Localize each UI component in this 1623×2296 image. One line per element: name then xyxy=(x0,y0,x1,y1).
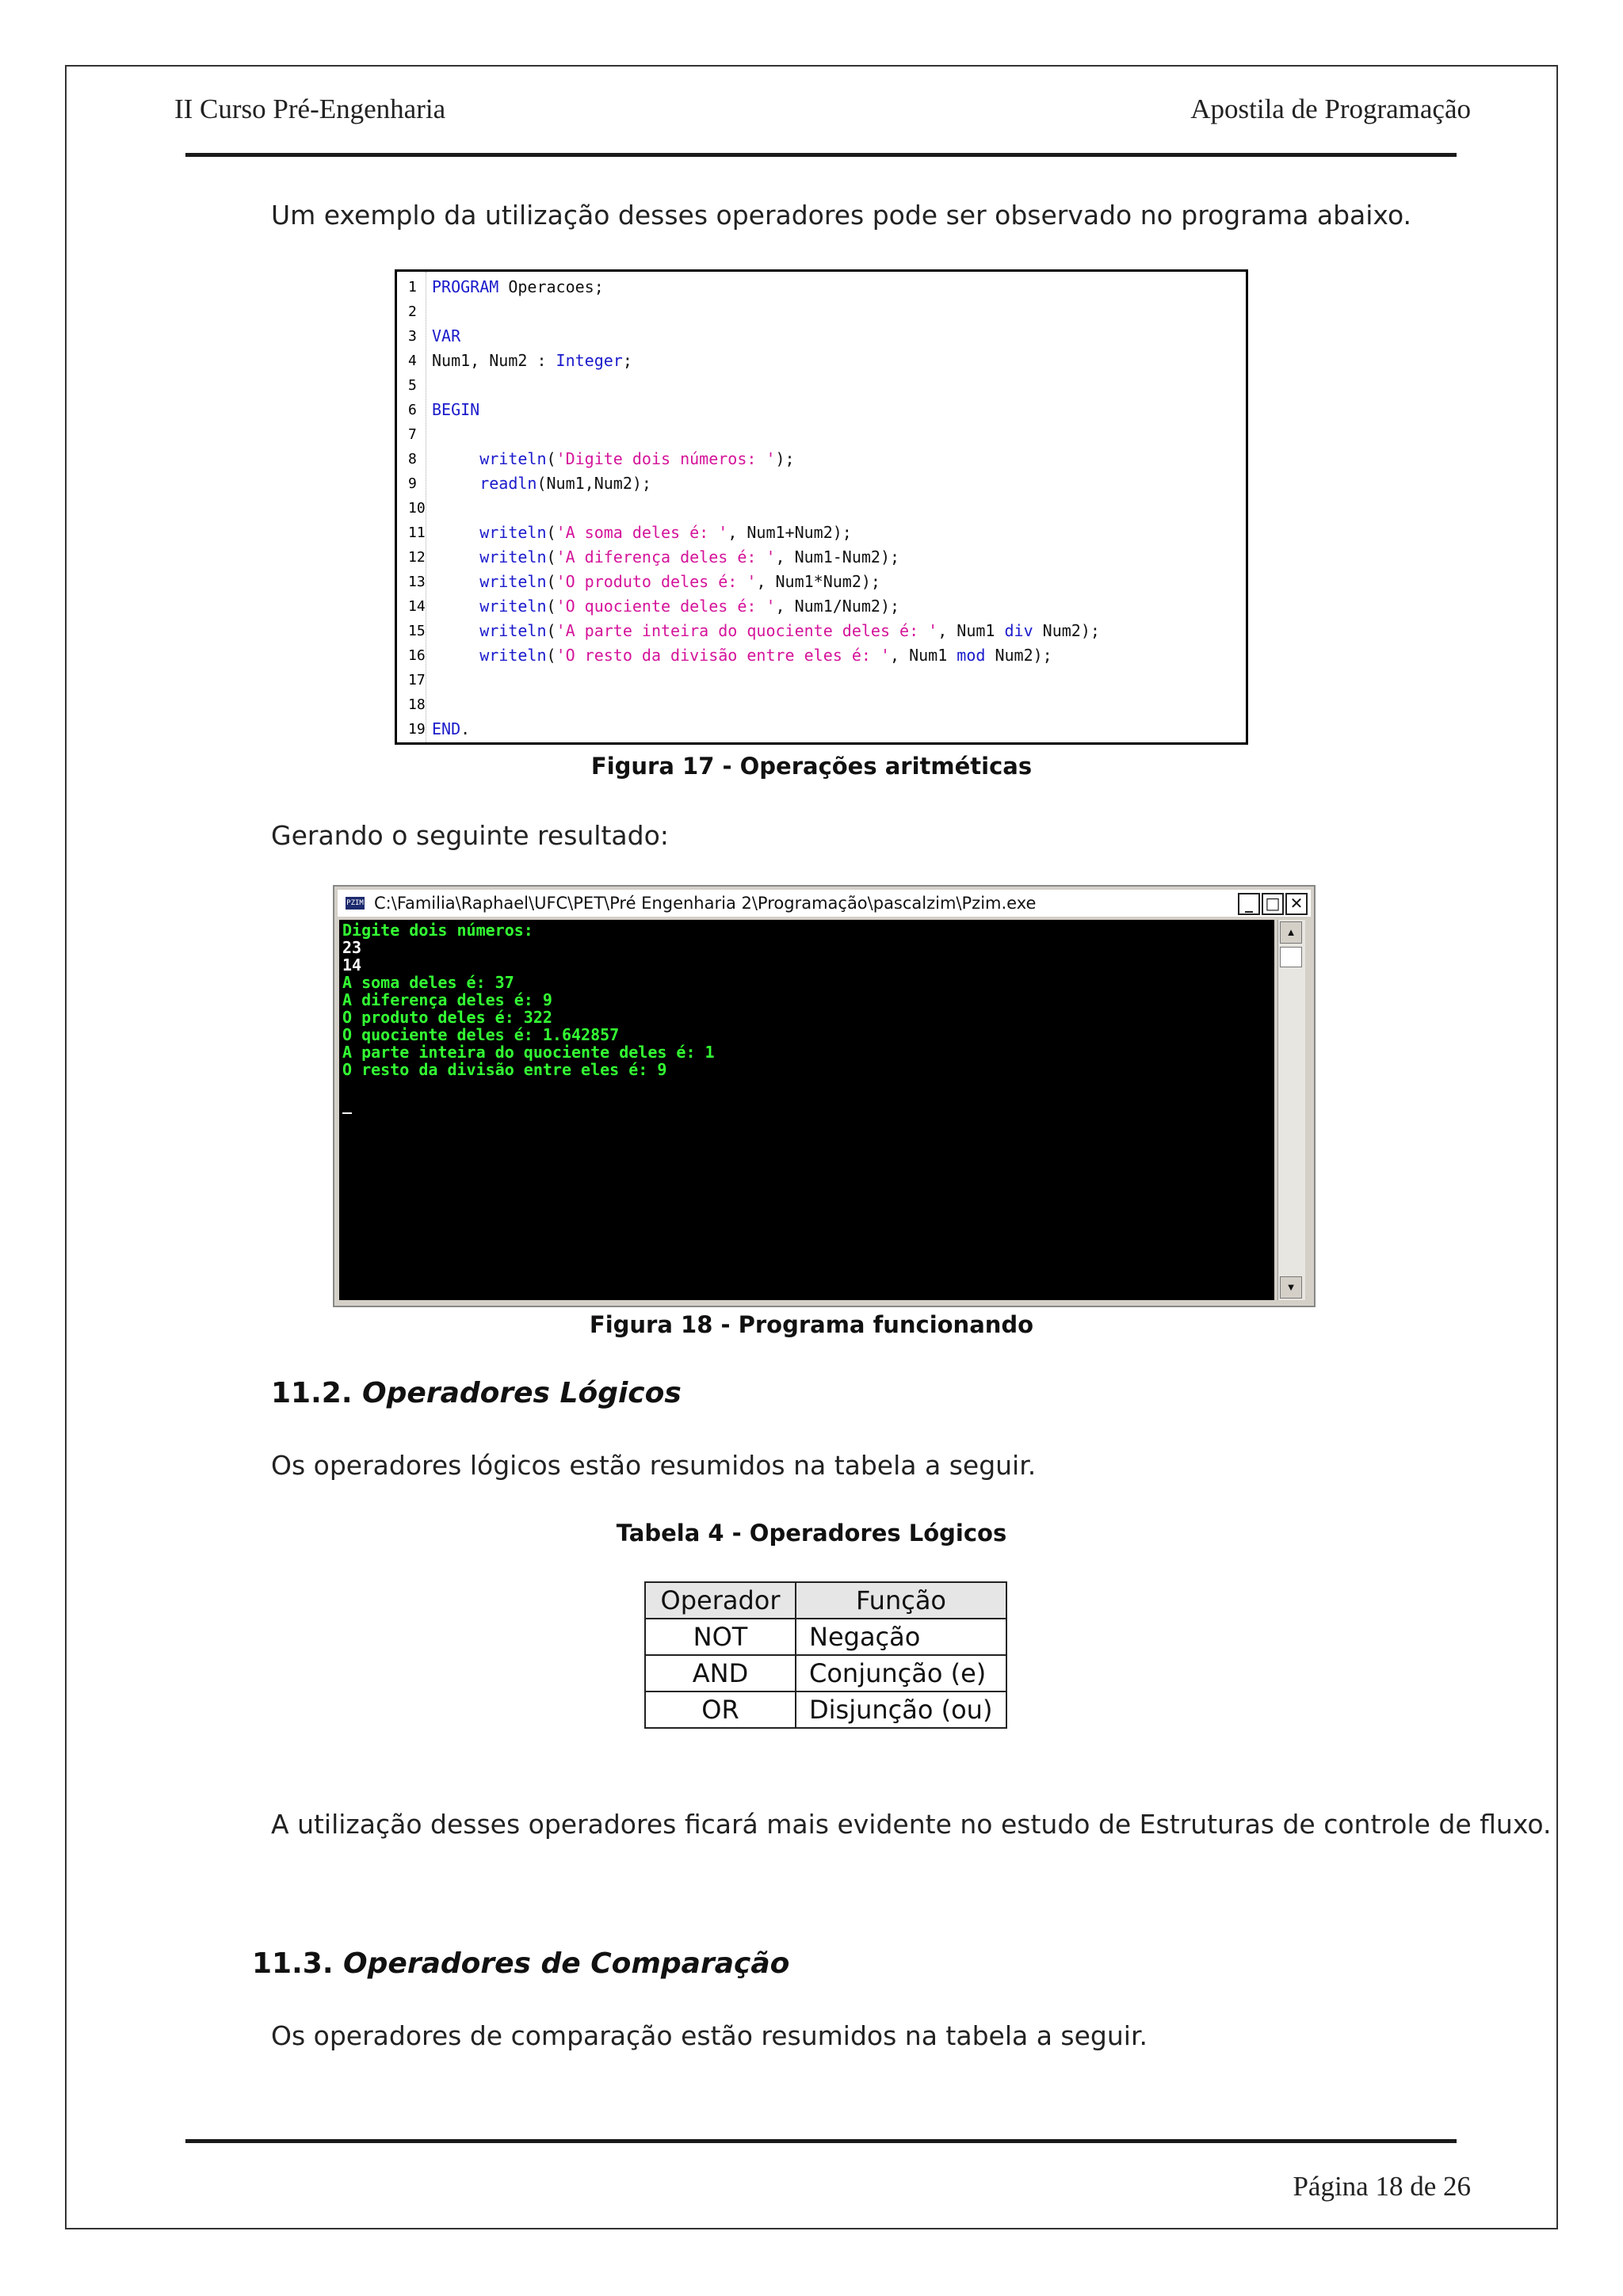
table-cell: Negação xyxy=(796,1619,1006,1655)
console-line: A parte inteira do quociente deles é: 1 xyxy=(342,1043,715,1062)
code-token: Operacoes; xyxy=(508,277,604,296)
table-4-caption: Tabela 4 - Operadores Lógicos xyxy=(616,1520,1007,1547)
code-token: 'O resto da divisão entre eles é: ' xyxy=(556,646,890,665)
code-text xyxy=(432,324,460,349)
console-line: O resto da divisão entre eles é: 9 xyxy=(342,1060,667,1079)
code-token: 'A soma deles é: ' xyxy=(556,523,728,542)
line-number: 4 xyxy=(408,353,417,369)
code-token: PROGRAM xyxy=(432,277,509,296)
table-row xyxy=(645,1655,1006,1691)
scroll-up-icon[interactable]: ▲ xyxy=(1280,921,1302,944)
code-text xyxy=(432,447,795,471)
code-token xyxy=(432,646,479,665)
minimize-button[interactable]: _ xyxy=(1238,893,1260,915)
code-token: writeln xyxy=(479,547,547,566)
code-token xyxy=(432,547,479,566)
code-token: . xyxy=(460,719,471,738)
line-number: 7 xyxy=(408,426,417,443)
scroll-down-icon[interactable]: ▼ xyxy=(1280,1276,1302,1299)
line-number: 1 xyxy=(408,279,417,296)
line-number: 11 xyxy=(408,524,426,541)
code-token: ( xyxy=(546,572,556,591)
console-output[interactable] xyxy=(339,920,1274,1300)
window-title: C:\Familia\Raphael\UFC\PET\Pré Engenharia 2\Programação\pascalzim\Pzim.exe xyxy=(374,894,1037,913)
close-button[interactable]: ✕ xyxy=(1285,893,1308,915)
code-token: , Num1 xyxy=(890,646,957,665)
code-token: ); xyxy=(775,449,795,468)
code-token: writeln xyxy=(479,597,547,616)
line-number: 19 xyxy=(408,721,426,738)
table-cell: Conjunção (e) xyxy=(796,1655,1006,1691)
code-token: writeln xyxy=(479,646,547,665)
code-token: writeln xyxy=(479,572,547,591)
console-line: A soma deles é: 37 xyxy=(342,973,514,992)
table-row xyxy=(645,1619,1006,1655)
code-token: ( xyxy=(546,646,556,665)
code-text xyxy=(432,619,1100,643)
scrollbar[interactable] xyxy=(1277,920,1305,1300)
code-token: mod xyxy=(957,646,986,665)
comparison-paragraph: Os operadores de comparação estão resumidos na tabela a seguir. xyxy=(271,2020,1148,2051)
code-token xyxy=(432,572,479,591)
line-number: 15 xyxy=(408,623,426,639)
code-figure xyxy=(395,269,1248,745)
table-header-cell: Operador xyxy=(645,1582,796,1619)
section-11-2-heading xyxy=(271,1377,682,1409)
table-row xyxy=(645,1691,1006,1728)
line-number: 3 xyxy=(408,328,417,345)
table-cell: NOT xyxy=(645,1619,796,1655)
line-number: 13 xyxy=(408,574,426,590)
code-text xyxy=(432,521,852,545)
code-token xyxy=(432,621,479,640)
code-token: ( xyxy=(546,523,556,542)
result-paragraph: Gerando o seguinte resultado: xyxy=(271,820,669,851)
table-cell: Disjunção (ou) xyxy=(796,1691,1006,1728)
code-token: BEGIN xyxy=(432,400,480,419)
code-token: ( xyxy=(546,547,556,566)
code-token: , Num1/Num2); xyxy=(775,597,900,616)
console-line: A diferença deles é: 9 xyxy=(342,990,552,1009)
code-token: VAR xyxy=(432,326,461,345)
code-text xyxy=(432,545,899,570)
code-text xyxy=(432,570,880,594)
table-header-row xyxy=(645,1582,1006,1619)
code-token: , Num1+Num2); xyxy=(727,523,852,542)
code-token: writeln xyxy=(479,449,547,468)
code-token: 'A diferença deles é: ' xyxy=(556,547,776,566)
code-text xyxy=(432,643,1052,668)
code-token: Num2); xyxy=(1033,621,1100,640)
code-token: 'O produto deles é: ' xyxy=(556,572,757,591)
table-cell: OR xyxy=(645,1691,796,1728)
page-number: Página 18 de 26 xyxy=(1293,2171,1471,2202)
console-line: 14 xyxy=(342,955,362,974)
header-left: II Curso Pré-Engenharia xyxy=(174,93,446,124)
code-token: 'A parte inteira do quociente deles é: ' xyxy=(556,621,938,640)
logic-paragraph: Os operadores lógicos estão resumidos na tabela a seguir. xyxy=(271,1450,1037,1481)
figure-18-caption: Figura 18 - Programa funcionando xyxy=(589,1311,1034,1338)
intro-paragraph: Um exemplo da utilização desses operadores pode ser observado no programa abaixo. xyxy=(271,200,1412,231)
console-line: 23 xyxy=(342,938,362,957)
table-cell: AND xyxy=(645,1655,796,1691)
code-token: ; xyxy=(622,351,632,370)
console-line: _ xyxy=(342,1095,353,1114)
section-title: Operadores Lógicos xyxy=(362,1377,682,1409)
section-number: 11.2. xyxy=(271,1377,353,1409)
code-token: Integer xyxy=(556,351,623,370)
code-token xyxy=(432,449,479,468)
code-token xyxy=(432,597,479,616)
code-token: Num1, Num2 : xyxy=(432,351,556,370)
figure-17-caption: Figura 17 - Operações aritméticas xyxy=(590,753,1033,780)
code-token: ( xyxy=(546,621,556,640)
console-line: O quociente deles é: 1.642857 xyxy=(342,1025,620,1044)
scroll-thumb[interactable] xyxy=(1280,947,1302,967)
code-token xyxy=(432,474,479,493)
maximize-button[interactable]: □ xyxy=(1262,893,1284,915)
code-text xyxy=(432,717,470,742)
code-token: readln xyxy=(479,474,537,493)
code-token xyxy=(432,523,479,542)
logic-operators-table xyxy=(644,1581,1007,1729)
code-token: writeln xyxy=(479,523,547,542)
code-token: 'O quociente deles é: ' xyxy=(556,597,776,616)
line-number: 6 xyxy=(408,402,417,418)
code-token: , Num1*Num2); xyxy=(756,572,880,591)
code-text xyxy=(432,471,651,496)
line-number: 16 xyxy=(408,647,426,664)
code-token: ( xyxy=(546,597,556,616)
line-number: 18 xyxy=(408,696,426,713)
code-text xyxy=(432,398,479,422)
code-token: END xyxy=(432,719,461,738)
code-token: Num2); xyxy=(985,646,1052,665)
header-right: Apostila de Programação xyxy=(1190,93,1471,124)
console-window xyxy=(333,885,1316,1307)
code-text xyxy=(432,349,632,373)
line-number: 8 xyxy=(408,451,417,467)
console-line: Digite dois números: xyxy=(342,921,533,940)
line-number: 17 xyxy=(408,672,426,688)
code-token: , Num1 xyxy=(938,621,1005,640)
line-number: 10 xyxy=(408,500,426,517)
code-token: div xyxy=(1004,621,1033,640)
code-token: 'Digite dois números: ' xyxy=(556,449,776,468)
line-number: 12 xyxy=(408,549,426,566)
code-text xyxy=(432,275,604,299)
code-token: , Num1-Num2); xyxy=(775,547,900,566)
section-11-3-heading xyxy=(252,1947,789,1980)
section-number: 11.3. xyxy=(252,1947,334,1980)
section-title: Operadores de Comparação xyxy=(343,1947,790,1980)
footer-rule xyxy=(185,2139,1457,2143)
table-header-cell: Função xyxy=(796,1582,1006,1619)
logic-after-paragraph: A utilização desses operadores ficará mais evidente no estudo de Estruturas de controle de fluxo. xyxy=(271,1809,1552,1840)
app-icon: PZIM xyxy=(346,897,365,910)
line-number: 5 xyxy=(408,377,417,394)
line-number: 2 xyxy=(408,303,417,320)
line-number: 9 xyxy=(408,475,417,492)
code-token: writeln xyxy=(479,621,547,640)
line-number: 14 xyxy=(408,598,426,615)
code-token: (Num1,Num2); xyxy=(537,474,651,493)
code-token: ( xyxy=(546,449,556,468)
console-line: O produto deles é: 322 xyxy=(342,1008,552,1027)
header-rule xyxy=(185,153,1457,157)
window-titlebar[interactable] xyxy=(338,890,1311,917)
code-text xyxy=(432,594,899,619)
